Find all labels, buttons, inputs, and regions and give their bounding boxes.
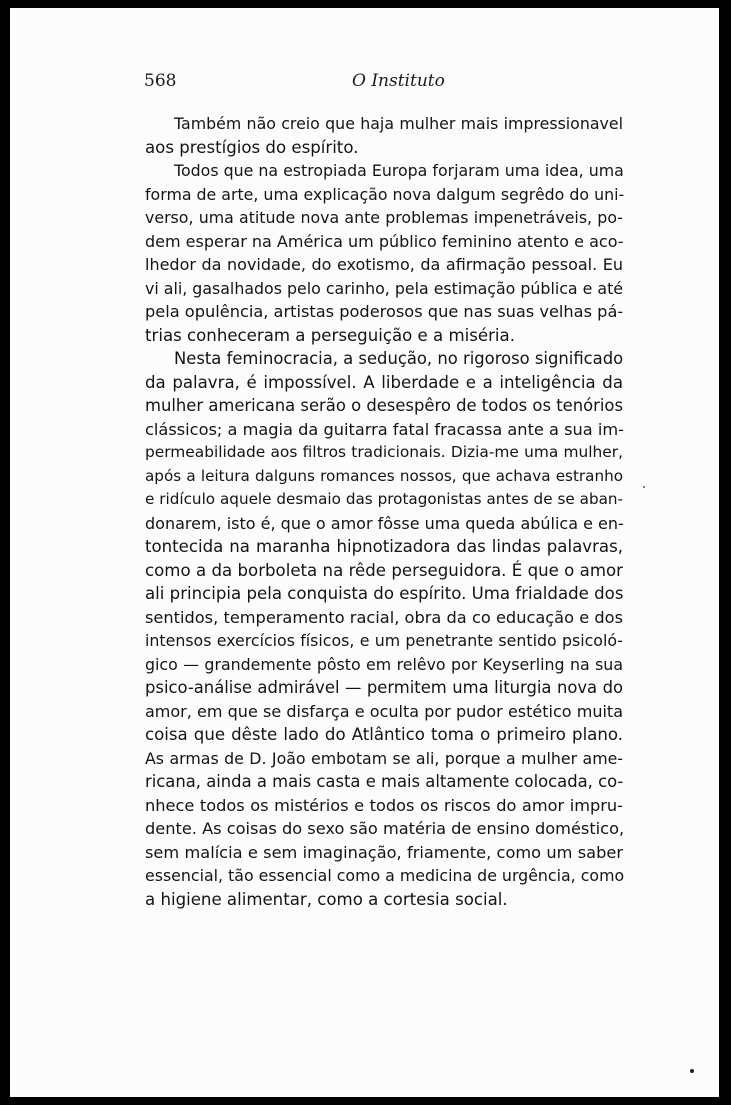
text-line: aos prestígios do espírito. bbox=[145, 137, 359, 157]
text-line: Todos que na estropiada Europa forjaram uma idea, uma bbox=[174, 161, 624, 180]
ink-speck bbox=[690, 1069, 694, 1073]
text-line: ali principia pela conquista do espírito. Uma frialdade dos bbox=[145, 584, 624, 603]
paragraph bbox=[145, 159, 623, 347]
text-line: amor, em que se disfarça e oculta por pudor estético muita bbox=[145, 701, 623, 721]
text-line: gico — grandemente pôsto em relêvo por Keyserling na sua bbox=[145, 654, 623, 674]
text-line: Também não creio que haja mulher mais impressionavel bbox=[174, 114, 623, 133]
text-line: essencial, tão essencial como a medicina de urgência, como bbox=[145, 866, 625, 885]
text-line: donarem, isto é, que o amor fôsse uma queda abúlica e en- bbox=[145, 513, 624, 533]
book-page bbox=[10, 8, 719, 1097]
text-line: clássicos; a magia da guitarra fatal fracassa ante a sua im- bbox=[145, 419, 624, 439]
running-title: O Instituto bbox=[352, 71, 445, 91]
text-line: As armas de D. João embotam se ali, porque a mulher ame- bbox=[145, 748, 623, 768]
text-line: nhece todos os mistérios e todos os riscos do amor impru- bbox=[145, 795, 623, 815]
text-line: coisa que dêste lado do Atlântico toma o primeiro plano. bbox=[145, 725, 623, 744]
text-line: psico-análise admirável — permitem uma liturgia nova do bbox=[145, 678, 623, 697]
text-line: tontecida na maranha hipnotizadora das lindas palavras, bbox=[145, 537, 623, 556]
page-header bbox=[144, 71, 624, 97]
paragraph bbox=[145, 347, 623, 911]
text-line: vi ali, gasalhados pelo carinho, pela estimação pública e até bbox=[145, 278, 623, 298]
text-line: lhedor da novidade, do exotismo, da afirmação pessoal. Eu bbox=[145, 255, 623, 274]
text-line: permeabilidade aos filtros tradicionais. Dizia-me uma mulher, bbox=[145, 443, 623, 461]
text-line: pela opulência, artistas poderosos que nas suas velhas pá- bbox=[145, 302, 624, 321]
text-line: mulher americana serão o desespêro de todos os tenórios bbox=[145, 396, 623, 415]
text-line: como a da borboleta na rêde perseguidora. É que o amor bbox=[145, 560, 623, 580]
text-line: e ridículo aquele desmaio das protagonistas antes de se aban- bbox=[145, 490, 623, 508]
body-text bbox=[145, 112, 623, 911]
ink-speck bbox=[643, 486, 645, 488]
text-line: a higiene alimentar, como a cortesia social. bbox=[145, 889, 508, 909]
text-line: intensos exercícios físicos, e um penetrante sentido psicoló- bbox=[145, 631, 623, 650]
text-line: dente. As coisas do sexo são matéria de ensino doméstico, bbox=[145, 819, 625, 838]
text-line: dem esperar na América um público feminino atento e aco- bbox=[145, 231, 624, 251]
text-line: sentidos, temperamento racial, obra da co educação e dos bbox=[145, 607, 623, 627]
text-line: da palavra, é impossível. A liberdade e a inteligência da bbox=[145, 372, 623, 392]
text-line: ricana, ainda a mais casta e mais altamente colocada, co- bbox=[145, 772, 624, 791]
text-line: trias conheceram a perseguição e a miséria. bbox=[145, 325, 515, 345]
paragraph bbox=[145, 112, 623, 159]
text-line: após a leitura dalguns romances nossos, que achava estranho bbox=[145, 466, 623, 485]
page-number: 568 bbox=[144, 71, 177, 91]
text-line: sem malícia e sem imaginação, friamente, como um saber bbox=[145, 842, 623, 862]
text-line: forma de arte, uma explicação nova dalgum segrêdo do uni- bbox=[145, 184, 625, 204]
text-line: Nesta feminocracia, a sedução, no rigoroso significado bbox=[174, 349, 624, 368]
text-line: verso, uma atitude nova ante problemas impenetráveis, po- bbox=[145, 208, 623, 227]
